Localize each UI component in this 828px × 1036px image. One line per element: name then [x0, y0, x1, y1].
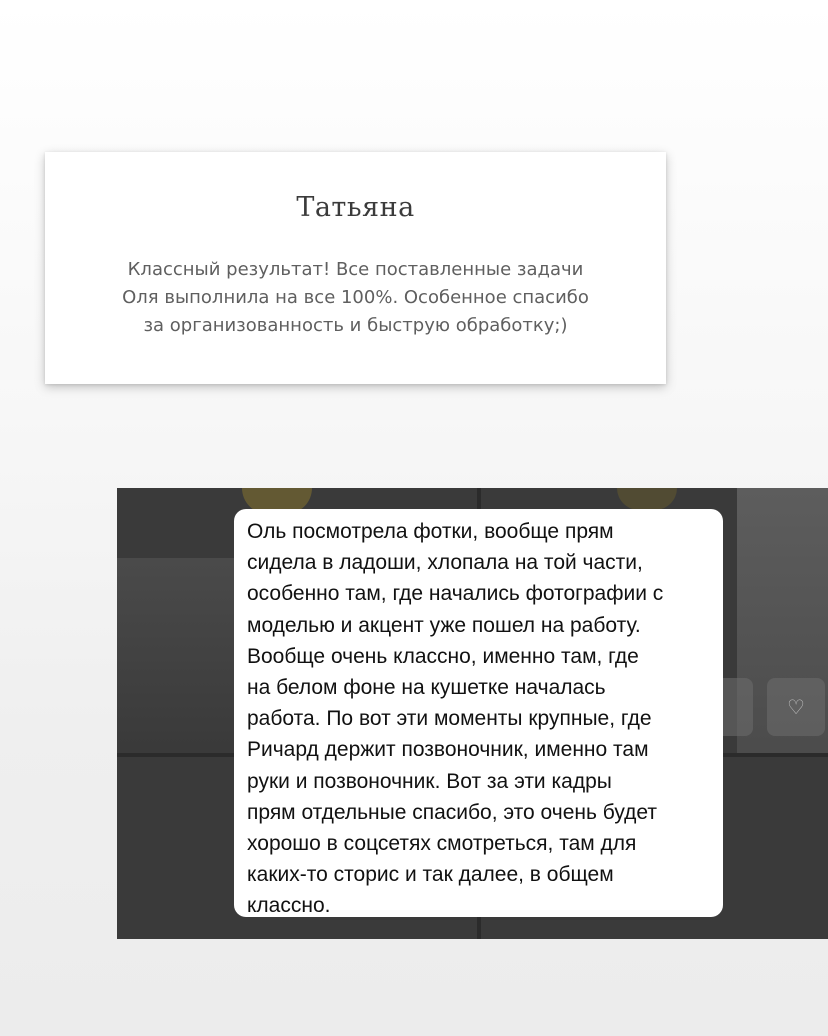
photo-shape [117, 558, 237, 748]
message-line: моделью и акцент уже пошел на работу. [247, 613, 641, 637]
review-card [45, 152, 666, 384]
message-line: прям отдельные спасибо, это очень будет [247, 800, 657, 824]
message-text [247, 516, 715, 922]
message-line: классно. [247, 894, 331, 918]
message-line: руки и позвоночник. Вот за эти кадры [247, 769, 612, 793]
review-text-line: Классный результат! Все поставленные задачи [127, 259, 584, 280]
message-line: работа. По вот эти моменты крупные, где [247, 707, 652, 731]
message-line: Вообще очень классно, именно там, где [247, 644, 639, 668]
review-text-line: за организованность и быструю обработку;) [143, 315, 568, 336]
heart-icon: ♡ [787, 695, 805, 719]
reviewer-name: Татьяна [296, 192, 415, 223]
message-line: хорошо в соцсетях смотреться, там для [247, 832, 637, 856]
review-text-line: Оля выполнила на все 100%. Особенное спасибо [122, 287, 589, 308]
message-line: сидела в ладоши, хлопала на той части, [247, 551, 643, 575]
message-line: особенно там, где начались фотографии с [247, 582, 664, 606]
review-text [45, 256, 666, 340]
message-line: Ричард держит позвоночник, именно там [247, 738, 649, 762]
message-line: каких-то сторис и так далее, в общем [247, 863, 614, 887]
message-line: на белом фоне на кушетке началась [247, 676, 606, 700]
message-bubble [234, 509, 723, 917]
message-line: Оль посмотрела фотки, вообще прям [247, 520, 614, 543]
